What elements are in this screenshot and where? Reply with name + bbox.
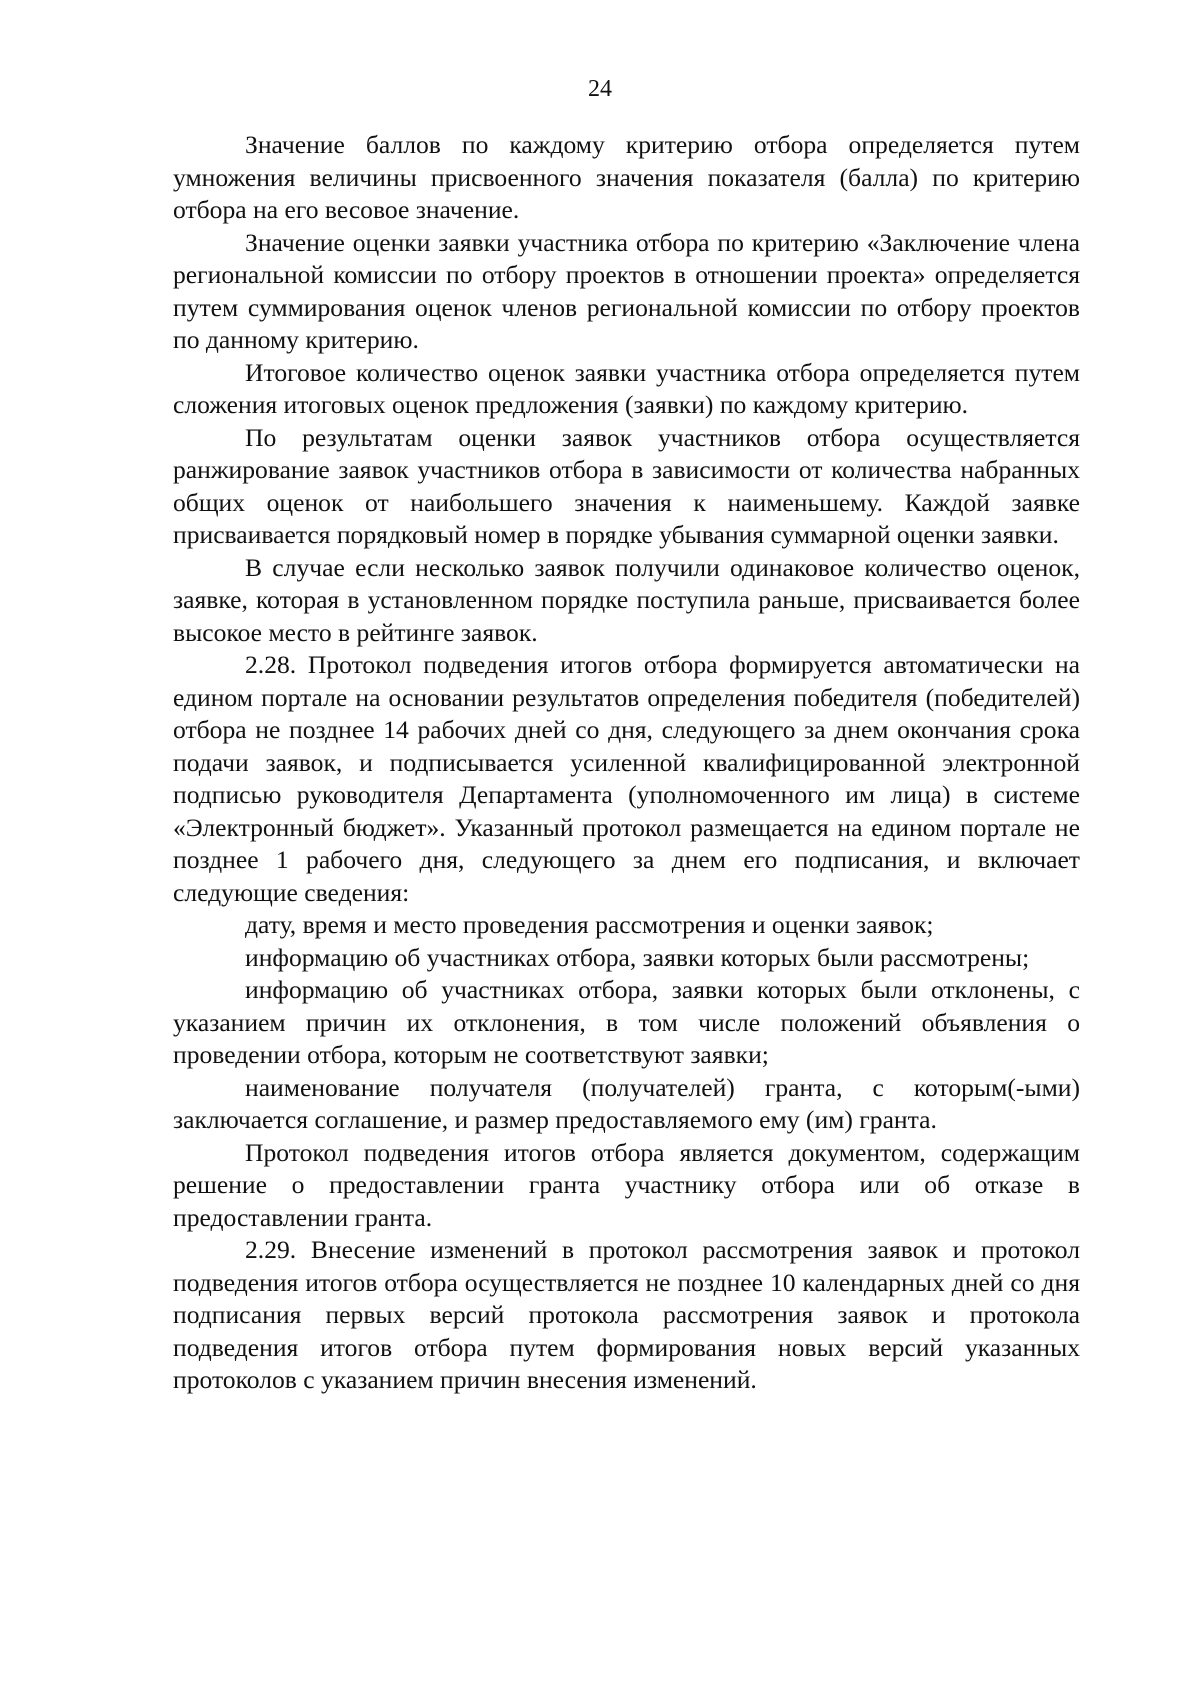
paragraph-total-score: Итоговое количество оценок заявки участника отбора определяется путем сложения итоговых оценок предложения (заявки) по каждому критерию. — [173, 357, 1080, 419]
paragraph-equal-scores: В случае если несколько заявок получили одинаковое количество оценок, заявке, которая в установленном порядке поступила раньше, присваивается более высокое место в рейтинге заявок. — [173, 552, 1080, 647]
list-item-rejected-participants: информацию об участниках отбора, заявки которых были отклонены, с указанием причин их отклонения, в том числе положений объявления о проведении отбора, которым не соответствуют заявки; — [173, 975, 1080, 1069]
paragraph-clause-2-28: 2.28. Протокол подведения итогов отбора формируется автоматически на едином портале на основании результатов определения победителя (победителей) отбора не позднее 14 рабочих дней со дня, следующего за днем окончания срока подачи заявок, и подписывается усиленной квалифицированной электронной подписью руководителя Департамента (уполномоченного им лица) в системе «Электронный бюджет». Указанный протокол размещается на едином портале не позднее 1 рабочего дня, следующего за днем его подписания, и включает следующие сведения: — [173, 650, 1080, 907]
paragraph-ranking: По результатам оценки заявок участников отбора осуществляется ранжирование заявок участников отбора в зависимости от количества набранных общих оценок от наибольшего значения к наименьшему. Каждой заявке присваивается порядковый номер в порядке убывания суммарной оценки заявки. — [173, 422, 1080, 549]
list-item-date-time-place: дату, время и место проведения рассмотрения и оценки заявок; — [245, 910, 934, 939]
paragraph-commission-criterion: Значение оценки заявки участника отбора по критерию «Заключение члена региональной комиссии по отбору проектов в отношении проекта» определяется путем суммирования оценок членов региональной комиссии по отбору проектов по данному критерию. — [173, 227, 1080, 354]
paragraph-protocol-decision: Протокол подведения итогов отбора является документом, содержащим решение о предоставлении гранта участнику отбора или об отказе в предоставлении гранта. — [173, 1137, 1080, 1232]
list-item-grant-recipients: наименование получателя (получателей) гранта, с которым(-ыми) заключается соглашение, и размер предоставляемого ему (им) гранта. — [173, 1072, 1080, 1134]
document-body — [173, 129, 1080, 1397]
paragraph-scoring-weight: Значение баллов по каждому критерию отбора определяется путем умножения величины присвоенного значения показателя (балла) по критерию отбора на его весовое значение. — [173, 130, 1080, 224]
paragraph-clause-2-29: 2.29. Внесение изменений в протокол рассмотрения заявок и протокол подведения итогов отбора осуществляется не позднее 10 календарных дней со дня подписания первых версий протокола рассмотрения заявок и протокола подведения итогов отбора путем формирования новых версий указанных протоколов с указанием причин внесения изменений. — [173, 1235, 1080, 1394]
page-number: 24 — [588, 76, 612, 102]
list-item-considered-participants: информацию об участниках отбора, заявки которых были рассмотрены; — [245, 942, 1030, 972]
